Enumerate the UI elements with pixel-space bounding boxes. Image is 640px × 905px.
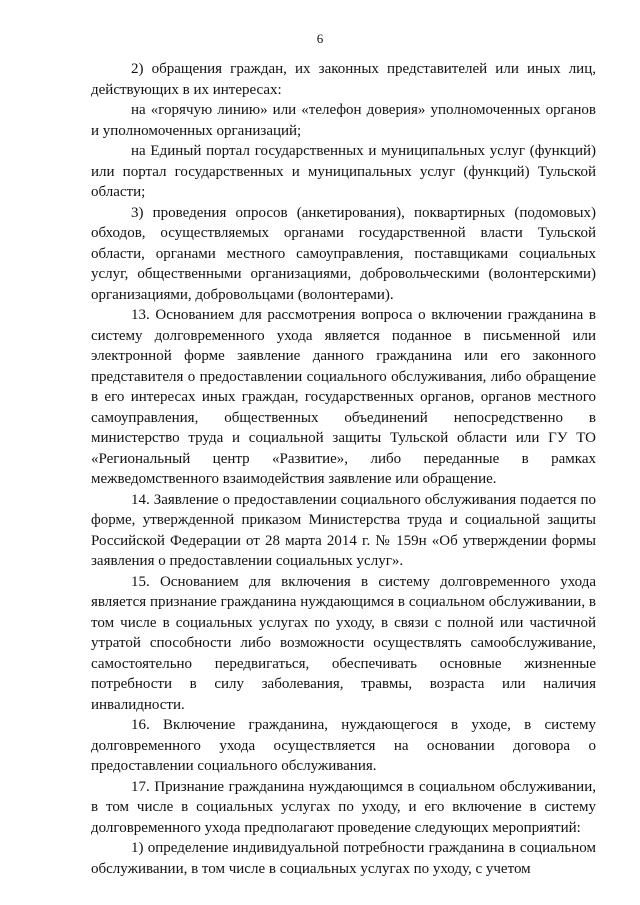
paragraph-14: 14. Заявление о предоставлении социального обслуживания подается по форме, утвержденной приказом Министерства труда и социальной защиты Российской Федерации от 28 марта 2014 г. № 159н «Об утверждении формы заявления о предоставлении социальных услуг». xyxy=(91,491,596,569)
paragraph-17: 17. Признание гражданина нуждающимся в социальном обслуживании, в том числе в социальных услугах по уходу, и его включение в систему долговременного ухода предполагают проведение следующих мероприятий: xyxy=(91,778,596,836)
paragraph-hotline: на «горячую линию» или «телефон доверия» уполномоченных органов и уполномоченных организаций; xyxy=(91,102,596,139)
paragraph-portal: на Единый портал государственных и муниципальных услуг (функций) или портал государственных и муниципальных услуг (функций) Тульской области; xyxy=(91,143,596,200)
paragraph-17-1: 1) определение индивидуальной потребности гражданина в социальном обслуживании, в том числе в социальных услугах по уходу, с учетом xyxy=(91,840,596,877)
paragraph-appeals: 2) обращения граждан, их законных представителей или иных лиц, действующих в их интересах: xyxy=(91,61,596,98)
page-number: 6 xyxy=(316,31,324,46)
document-body xyxy=(91,59,596,879)
paragraph-15: 15. Основанием для включения в систему долговременного ухода является признание гражданина нуждающимся в социальном обслуживании, в том числе в социальных услугах по уходу, в связи с полной или частичной утратой способности либо возможности осуществлять самообслуживание, самостоятельно передвигаться, обеспечивать основные жизненные потребности в силу заболевания, травмы, возраста или наличия инвалидности. xyxy=(91,573,596,713)
paragraph-surveys: 3) проведения опросов (анкетирования), поквартирных (подомовых) обходов, осуществляемых органами государственной власти Тульской области, органами местного самоуправления, поставщиками социальных услуг, общественными организациями, добровольческими (волонтерскими) организациями, добровольцами (волонтерами). xyxy=(91,204,596,303)
paragraph-13: 13. Основанием для рассмотрения вопроса о включении гражданина в систему долговременного ухода является поданное в письменной или электронной форме заявление данного гражданина или его законного представителя о предоставлении социального обслуживания, либо обращение в его интересах иных граждан, государственных органов, органов местного самоуправления, общественных объединений непосредственно в министерство труда и социальной защиты Тульской области или ГУ ТО «Региональный центр «Развитие», либо переданные в рамках межведомственного взаимодействия заявление или обращение. xyxy=(91,307,596,487)
paragraph-16: 16. Включение гражданина, нуждающегося в уходе, в систему долговременного ухода осуществляется на основании договора о предоставлении социального обслуживания. xyxy=(91,717,596,774)
